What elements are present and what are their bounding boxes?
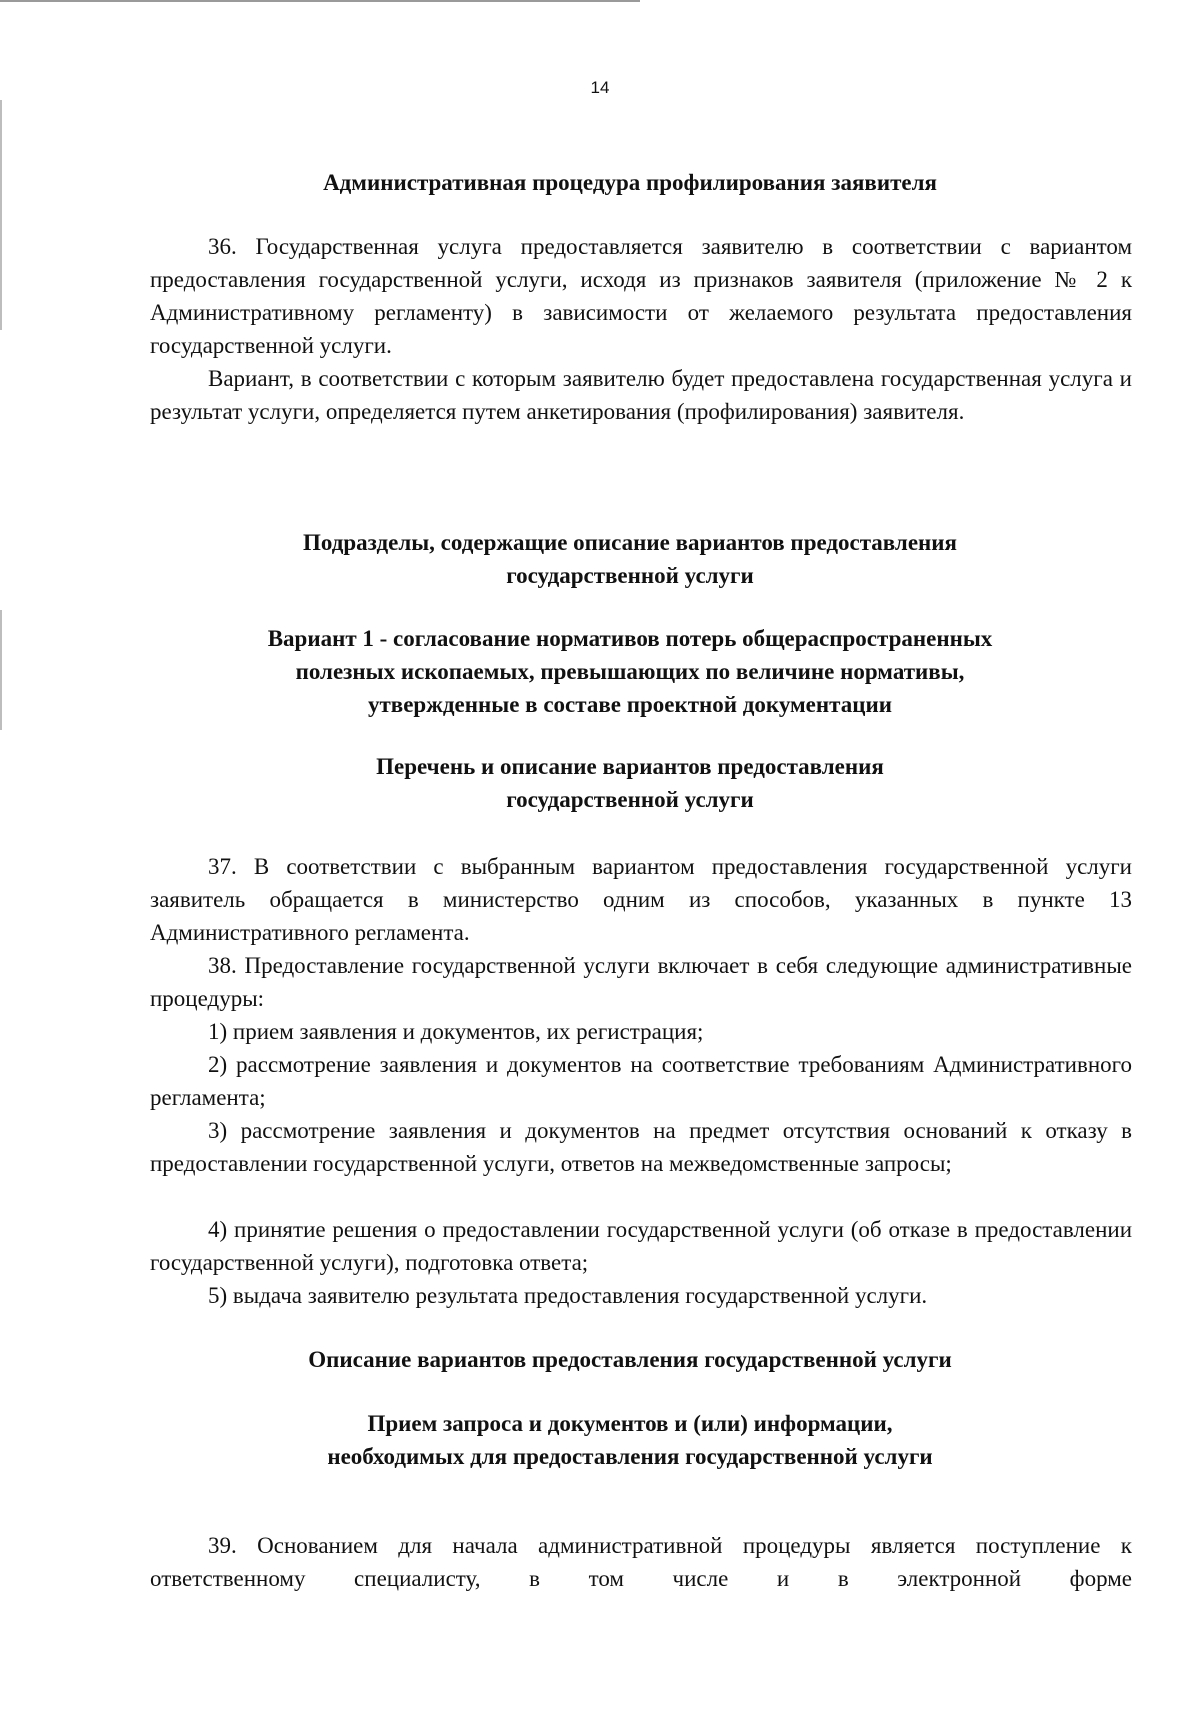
procedure-item-1: 1) прием заявления и документов, их регистрация;: [208, 1019, 704, 1044]
heading-variant-1-line2: полезных ископаемых, превышающих по величине нормативы,: [295, 659, 965, 684]
heading-subsections: [150, 526, 1110, 592]
paragraph-36-variant: Вариант, в соответствии с которым заявителю будет предоставлена государственная услуга и результат услуги, определяется путем анкетирования (профилирования) заявителя.: [150, 366, 1132, 424]
procedure-item-4: 4) принятие решения о предоставлении государственной услуги (об отказе в предоставлении государственной услуги), подготовка ответа;: [150, 1217, 1132, 1275]
paragraph-37: 37. В соответствии с выбранным вариантом предоставления государственной услуги заявитель обращается в министерство одним из способов, указанных в пункте 13 Административного регламента.: [150, 854, 1132, 945]
heading-description: Описание вариантов предоставления государственной услуги: [308, 1347, 952, 1372]
scan-edge-line: [0, 0, 640, 2]
paragraph-36: 36. Государственная услуга предоставляется заявителю в соответствии с вариантом предоставления государственной услуги, исходя из признаков заявителя (приложение № 2 к Административному регламенту) в зависимости от желаемого результата предоставления государственной услуги.: [150, 234, 1132, 358]
heading-variant-1-line1: Вариант 1 - согласование нормативов потерь общераспространенных: [267, 626, 993, 651]
paragraph-38: 38. Предоставление государственной услуги включает в себя следующие административные процедуры:: [150, 953, 1132, 1011]
scan-edge-mark: [0, 610, 2, 730]
procedure-item-3: 3) рассмотрение заявления и документов на предмет отсутствия оснований к отказу в предоставлении государственной услуги, ответов на межведомственные запросы;: [150, 1118, 1132, 1176]
heading-subsections-line2: государственной услуги: [506, 563, 754, 588]
heading-list-variants-line1: Перечень и описание вариантов предоставления: [376, 754, 884, 779]
procedure-item-2: 2) рассмотрение заявления и документов на соответствие требованиям Административного регламента;: [150, 1052, 1132, 1110]
heading-list-variants: [150, 750, 1110, 816]
heading-reception: [150, 1407, 1110, 1473]
heading-subsections-line1: Подразделы, содержащие описание вариантов предоставления: [303, 530, 957, 555]
procedure-item-5: 5) выдача заявителю результата предоставления государственной услуги.: [208, 1283, 928, 1308]
heading-variant-1: [150, 622, 1110, 721]
heading-reception-line1: Прием запроса и документов и (или) информации,: [367, 1411, 893, 1436]
heading-profiling: Административная процедура профилирования заявителя: [323, 170, 937, 195]
heading-reception-line2: необходимых для предоставления государственной услуги: [327, 1444, 933, 1469]
heading-list-variants-line2: государственной услуги: [506, 787, 754, 812]
page-number: 14: [590, 78, 610, 97]
paragraph-39: 39. Основанием для начала административной процедуры является поступление к ответственному специалисту, в том числе и в электронной форме: [150, 1533, 1132, 1591]
scan-edge-mark: [0, 100, 2, 330]
heading-variant-1-line3: утвержденные в составе проектной документации: [368, 692, 892, 717]
